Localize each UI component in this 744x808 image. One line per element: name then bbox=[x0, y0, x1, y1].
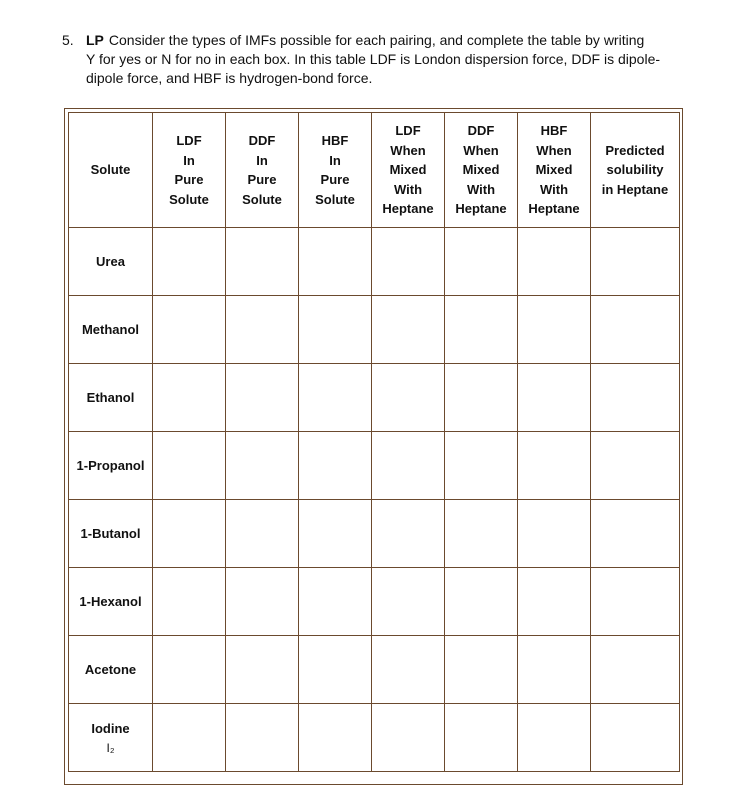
solute-formula: I₂ bbox=[106, 741, 115, 756]
answer-cell[interactable] bbox=[153, 636, 226, 704]
header-line: Solute bbox=[315, 191, 355, 207]
solute-name: 1-Propanol bbox=[76, 457, 145, 473]
answer-cell[interactable] bbox=[372, 500, 445, 568]
header-line: Heptane bbox=[455, 201, 507, 217]
answer-cell[interactable] bbox=[518, 364, 591, 432]
answer-cell[interactable] bbox=[591, 296, 680, 364]
answer-cell[interactable] bbox=[518, 228, 591, 296]
solute-name: 1-Butanol bbox=[80, 525, 141, 541]
answer-cell[interactable] bbox=[518, 500, 591, 568]
header-line: DDF bbox=[467, 123, 495, 139]
answer-cell[interactable] bbox=[372, 568, 445, 636]
header-line: When bbox=[463, 142, 499, 158]
answer-cell[interactable] bbox=[299, 228, 372, 296]
table-row bbox=[69, 364, 680, 432]
answer-cell[interactable] bbox=[153, 228, 226, 296]
solute-name-cell bbox=[69, 704, 153, 772]
question-line-2: Y for yes or N for no in each box. In this table LDF is London dispersion force, DDF is dipole- bbox=[86, 51, 661, 67]
answer-cell[interactable] bbox=[591, 432, 680, 500]
header-line: Heptane bbox=[382, 201, 434, 217]
answer-cell[interactable] bbox=[591, 568, 680, 636]
answer-cell[interactable] bbox=[299, 500, 372, 568]
header-solute bbox=[69, 113, 153, 228]
answer-cell[interactable] bbox=[445, 500, 518, 568]
answer-cell[interactable] bbox=[372, 296, 445, 364]
answer-cell[interactable] bbox=[445, 296, 518, 364]
answer-cell[interactable] bbox=[153, 296, 226, 364]
question-line-1 bbox=[62, 31, 702, 50]
table-row bbox=[69, 296, 680, 364]
header-line: In bbox=[256, 152, 268, 168]
answer-cell[interactable] bbox=[445, 636, 518, 704]
table-row bbox=[69, 636, 680, 704]
answer-cell[interactable] bbox=[445, 432, 518, 500]
header-line: When bbox=[390, 142, 426, 158]
solute-name-cell bbox=[69, 228, 153, 296]
answer-cell[interactable] bbox=[591, 636, 680, 704]
answer-cell[interactable] bbox=[153, 432, 226, 500]
header-line: Pure bbox=[247, 172, 277, 187]
answer-cell[interactable] bbox=[226, 432, 299, 500]
header-line: In bbox=[329, 152, 341, 168]
answer-cell[interactable] bbox=[153, 704, 226, 772]
solute-name-cell bbox=[69, 500, 153, 568]
answer-cell[interactable] bbox=[299, 432, 372, 500]
table-row bbox=[69, 704, 680, 772]
answer-cell[interactable] bbox=[591, 500, 680, 568]
header-line: Heptane bbox=[528, 201, 580, 217]
header-line: HBF bbox=[321, 133, 349, 148]
header-line: When bbox=[536, 142, 572, 158]
solute-name-cell bbox=[69, 432, 153, 500]
question-line-3: dipole force, and HBF is hydrogen-bond force. bbox=[86, 70, 373, 86]
imf-table bbox=[68, 112, 680, 772]
header-line: Mixed bbox=[462, 162, 500, 178]
table-body bbox=[69, 228, 680, 772]
answer-cell[interactable] bbox=[226, 704, 299, 772]
solute-name-cell bbox=[69, 568, 153, 636]
solute-name: Iodine bbox=[91, 720, 130, 736]
table-row bbox=[69, 432, 680, 500]
header-line: Mixed bbox=[535, 162, 573, 178]
answer-cell[interactable] bbox=[591, 364, 680, 432]
header-predicted-solubility bbox=[591, 113, 680, 228]
header-line: In bbox=[183, 152, 195, 168]
header-line: LDF bbox=[176, 133, 202, 148]
answer-cell[interactable] bbox=[518, 296, 591, 364]
header-ldf-pure bbox=[153, 113, 226, 228]
answer-cell[interactable] bbox=[299, 636, 372, 704]
solute-name: Methanol bbox=[81, 321, 140, 337]
answer-cell[interactable] bbox=[226, 500, 299, 568]
header-line: LDF bbox=[395, 123, 421, 139]
header-line: Pure bbox=[174, 172, 204, 187]
table-frame bbox=[64, 108, 683, 785]
header-line: With bbox=[466, 181, 496, 197]
solute-name: Acetone bbox=[84, 661, 137, 677]
answer-cell[interactable] bbox=[518, 432, 591, 500]
question-text bbox=[62, 31, 702, 88]
answer-cell[interactable] bbox=[153, 364, 226, 432]
answer-cell[interactable] bbox=[299, 704, 372, 772]
solute-name: 1-Hexanol bbox=[79, 593, 142, 609]
solute-name: Urea bbox=[96, 253, 125, 269]
table-row bbox=[69, 500, 680, 568]
header-line: in Heptane bbox=[601, 181, 669, 197]
answer-cell[interactable] bbox=[445, 704, 518, 772]
solute-name-cell bbox=[69, 296, 153, 364]
header-hbf-heptane bbox=[518, 113, 591, 228]
solute-name: Ethanol bbox=[86, 389, 135, 405]
table-row bbox=[69, 568, 680, 636]
header-line: Solute bbox=[90, 162, 131, 178]
header-line: Predicted bbox=[605, 142, 665, 158]
answer-cell[interactable] bbox=[518, 568, 591, 636]
header-line: HBF bbox=[540, 123, 568, 139]
answer-cell[interactable] bbox=[372, 636, 445, 704]
answer-cell[interactable] bbox=[153, 568, 226, 636]
header-row bbox=[69, 113, 680, 228]
answer-cell[interactable] bbox=[372, 228, 445, 296]
header-ldf-heptane bbox=[372, 113, 445, 228]
header-line: Solute bbox=[169, 191, 209, 207]
table-row bbox=[69, 228, 680, 296]
answer-cell[interactable] bbox=[299, 568, 372, 636]
answer-cell[interactable] bbox=[445, 568, 518, 636]
header-line: Mixed bbox=[389, 162, 427, 178]
header-ddf-pure bbox=[226, 113, 299, 228]
header-line: Solute bbox=[242, 191, 282, 207]
header-ddf-heptane bbox=[445, 113, 518, 228]
answer-cell[interactable] bbox=[518, 636, 591, 704]
answer-cell[interactable] bbox=[372, 704, 445, 772]
answer-cell[interactable] bbox=[445, 228, 518, 296]
answer-cell[interactable] bbox=[372, 364, 445, 432]
answer-cell[interactable] bbox=[518, 704, 591, 772]
question-text-line-1: Consider the types of IMFs possible for each pairing, and complete the table by writing bbox=[108, 32, 645, 48]
header-line: With bbox=[393, 181, 423, 197]
header-line: solubility bbox=[606, 162, 664, 178]
question-tag: LP bbox=[86, 32, 104, 48]
answer-cell[interactable] bbox=[591, 704, 680, 772]
answer-cell[interactable] bbox=[591, 228, 680, 296]
question-number: 5. bbox=[62, 32, 74, 48]
solute-name-cell bbox=[69, 636, 153, 704]
answer-cell[interactable] bbox=[226, 228, 299, 296]
answer-cell[interactable] bbox=[372, 432, 445, 500]
solute-name-cell bbox=[69, 364, 153, 432]
answer-cell[interactable] bbox=[226, 364, 299, 432]
header-line: With bbox=[539, 181, 569, 197]
header-line: DDF bbox=[248, 133, 276, 148]
answer-cell[interactable] bbox=[299, 296, 372, 364]
answer-cell[interactable] bbox=[153, 500, 226, 568]
header-line: Pure bbox=[320, 172, 350, 187]
answer-cell[interactable] bbox=[299, 364, 372, 432]
answer-cell[interactable] bbox=[226, 296, 299, 364]
answer-cell[interactable] bbox=[226, 568, 299, 636]
answer-cell[interactable] bbox=[445, 364, 518, 432]
answer-cell[interactable] bbox=[226, 636, 299, 704]
header-hbf-pure bbox=[299, 113, 372, 228]
